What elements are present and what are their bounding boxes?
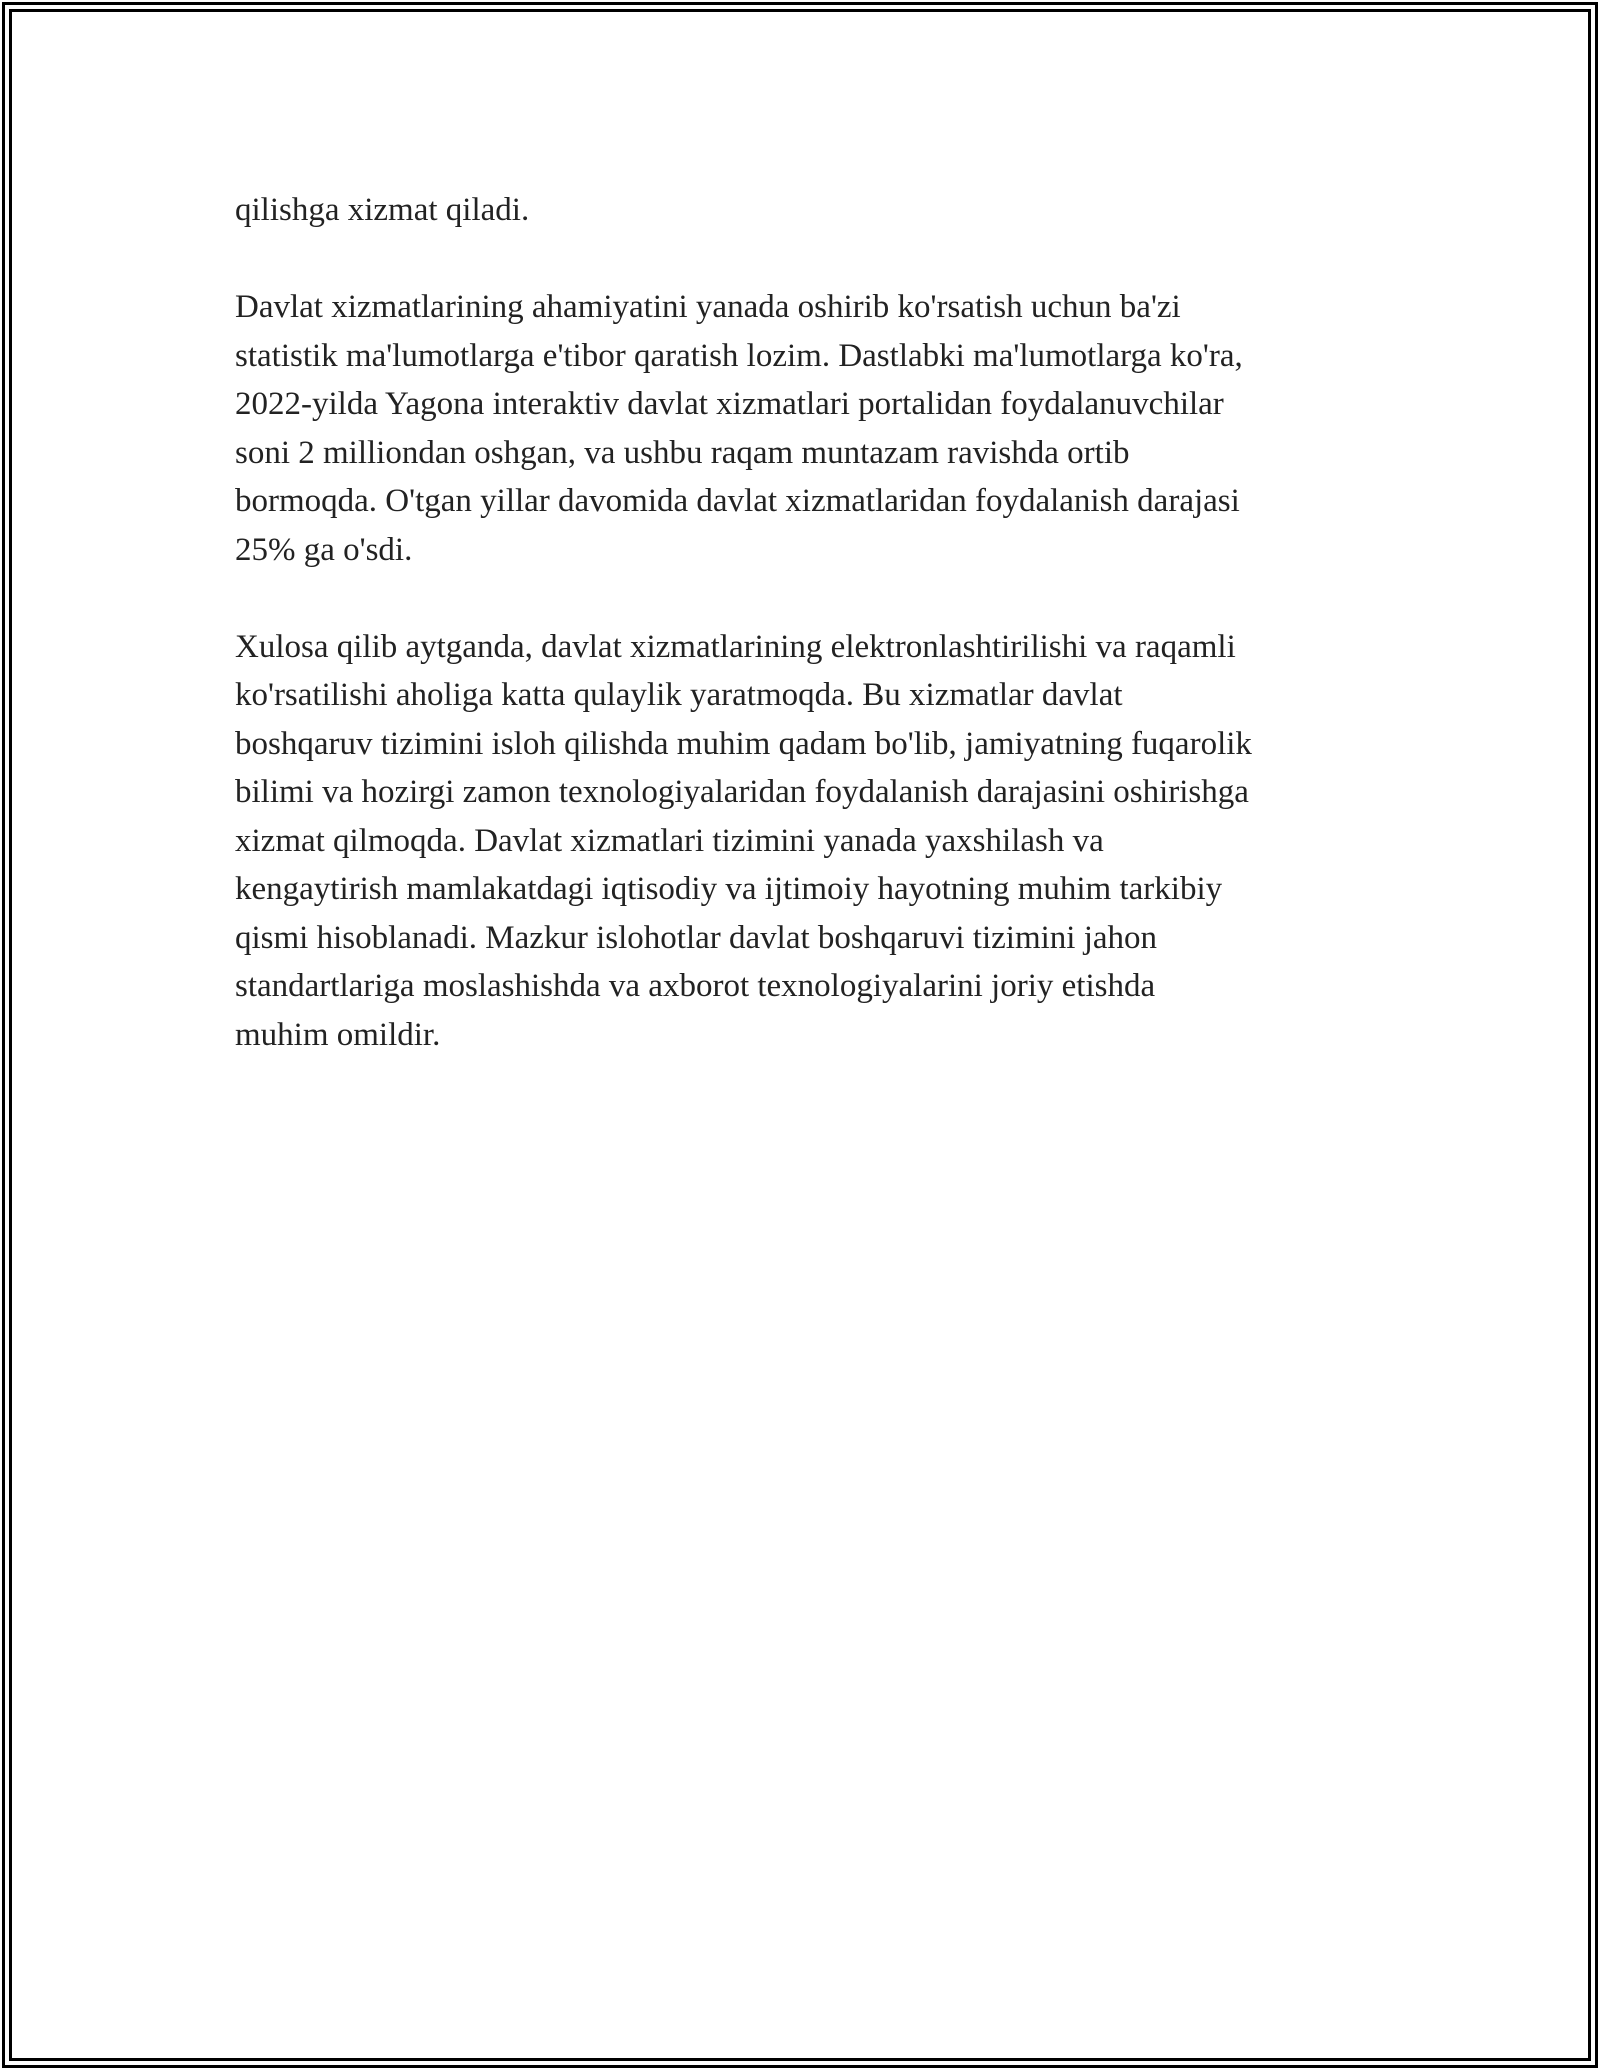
text-line: Xulosa qilib aytganda, davlat xizmatlarining elektronlashtirilishi va raqamli (235, 628, 1236, 665)
text-line: bormoqda. O'tgan yillar davomida davlat xizmatlaridan foydalanish darajasi (235, 483, 1240, 519)
paragraph-continuation (235, 186, 1385, 235)
text-line: soni 2 milliondan oshgan, va ushbu raqam muntazam ravishda ortib (235, 434, 1130, 471)
text-line: qismi hisoblanadi. Mazkur islohotlar davlat boshqaruvi tizimini jahon (235, 919, 1158, 956)
text-line: bilimi va hozirgi zamon texnologiyalaridan foydalanish darajasini oshirishga (235, 774, 1249, 810)
document-body (235, 186, 1385, 1059)
paragraph-statistics (235, 283, 1385, 574)
text-line: standartlariga moslashishda va axborot texnologiyalarini joriy etishda (235, 968, 1156, 1004)
text-line: Davlat xizmatlarining ahamiyatini yanada oshirib ko'rsatish uchun ba'zi (235, 289, 1181, 325)
paragraph-conclusion (235, 623, 1385, 1060)
text-line: ko'rsatilishi aholiga katta qulaylik yaratmoqda. Bu xizmatlar davlat (235, 677, 1123, 713)
text-line: kengaytirish mamlakatdagi iqtisodiy va ijtimoiy hayotning muhim tarkibiy (235, 871, 1223, 907)
text-line: 25% ga o'sdi. (235, 531, 413, 568)
text-line: qilishga xizmat qiladi. (235, 192, 530, 228)
text-line: 2022-yilda Yagona interaktiv davlat xizmatlari portalidan foydalanuvchilar (235, 386, 1224, 422)
text-line: boshqaruv tizimini isloh qilishda muhim qadam bo'lib, jamiyatning fuqarolik (235, 725, 1252, 762)
text-line: xizmat qilmoqda. Davlat xizmatlari tizimini yanada yaxshilash va (235, 822, 1104, 859)
text-line: statistik ma'lumotlarga e'tibor qaratish lozim. Dastlabki ma'lumotlarga ko'ra, (235, 337, 1243, 374)
text-line: muhim omildir. (235, 1016, 441, 1053)
